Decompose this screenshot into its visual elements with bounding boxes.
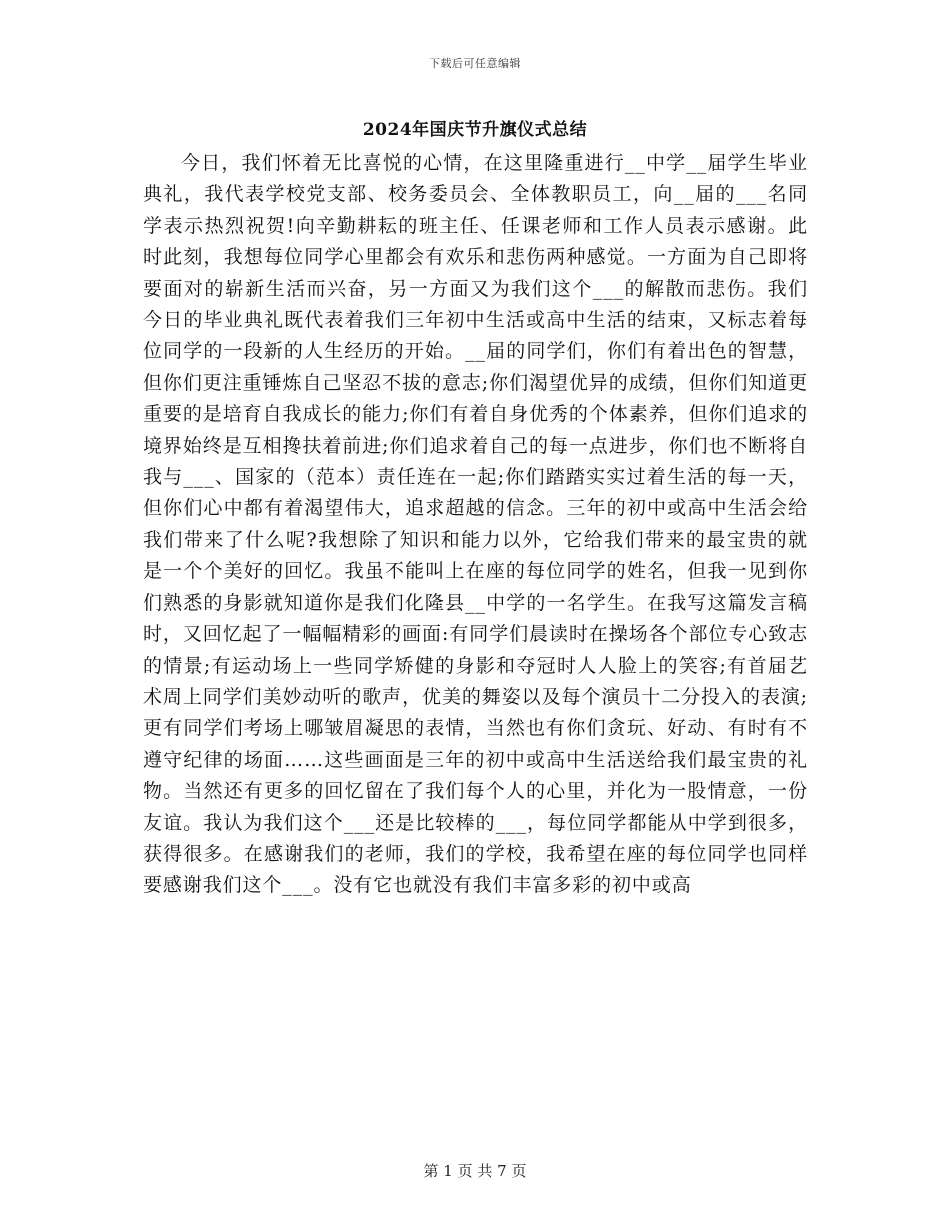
body-paragraph: 今日，我们怀着无比喜悦的心情，在这里隆重进行__中学__届学生毕业典礼，我代表学校党支部、校务委员会、全体教职员工，向__届的___名同学表示热烈祝贺!向辛勤耕耘的班主任、任课老师和工作人员表示感谢。此时此刻，我想每位同学心里都会有欢乐和悲伤两种感觉。一方面为自己即将要面对的崭新生活而兴奋，另一方面又为我们这个___的解散而悲伤。我们今日的毕业典礼既代表着我们三年初中生活或高中生活的结束，又标志着每位同学的一段新的人生经历的开始。__届的同学们，你们有着出色的智慧，但你们更注重锤炼自己坚忍不拔的意志;你们渴望优异的成绩，但你们知道更重要的是培育自我成长的能力;你们有着自身优秀的个体素养，但你们追求的境界始终是互相搀扶着前进;你们追求着自己的每一点进步，你们也不断将自我与___、国家的（范本）责任连在一起;你们踏踏实实过着生活的每一天，但你们心中都有着渴望伟大，追求超越的信念。三年的初中或高中生活会给我们带来了什么呢?我想除了知识和能力以外，它给我们带来的最宝贵的就是一个个美好的回忆。我虽不能叫上在座的每位同学的姓名，但我一见到你们熟悉的身影就知道你是我们化隆县__中学的一名学生。在我写这篇发言稿时，又回忆起了一幅幅精彩的画面:有同学们晨读时在操场各个部位专心致志的情景;有运动场上一些同学矫健的身影和夺冠时人人脸上的笑容;有首届艺术周上同学们美妙动听的歌声，优美的舞姿以及每个演员十二分投入的表演;更有同学们考场上哪皱眉凝思的表情，当然也有你们贪玩、好动、有时有不遵守纪律的场面……这些画面是三年的初中或高中生活送给我们最宝贵的礼物。当然还有更多的回忆留在了我们每个人的心里，并化为一股情意，一份友谊。我认为我们这个___还是比较棒的___，每位同学都能从中学到很多，获得很多。在感谢我们的老师，我们的学校，我希望在座的每位同学也同样要感谢我们这个___。没有它也就没有我们丰富多彩的初中或高 [143,152,808,897]
document-title: 2024年国庆节升旗仪式总结 [362,120,588,140]
page-number: 第 1 页 共 7 页 [423,1162,527,1180]
header-note: 下载后可任意编辑 [429,57,521,70]
